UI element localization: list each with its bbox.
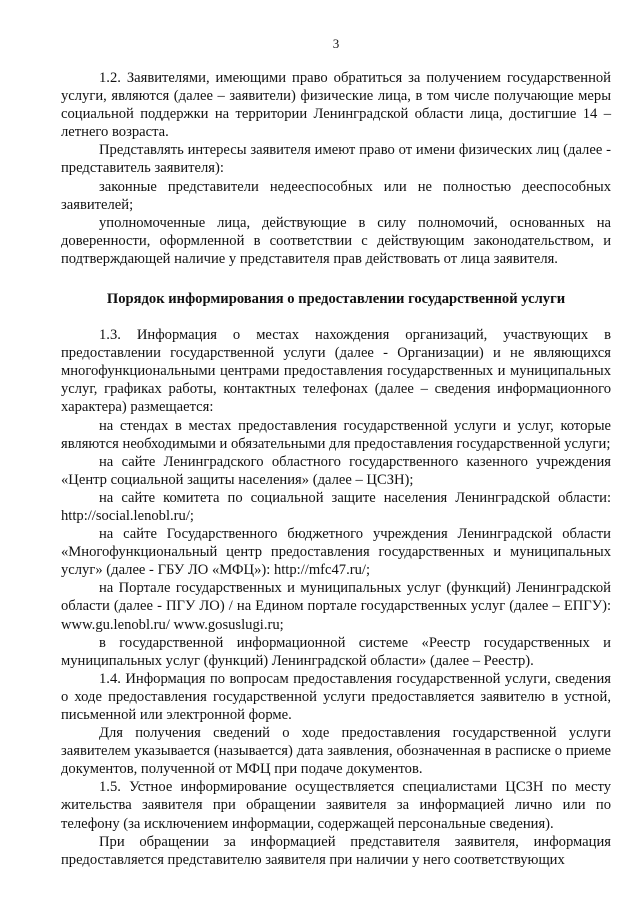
paragraph-1-5: 1.5. Устное информирование осуществляется специалистами ЦСЗН по месту жительства заявителя при обращении заявителя за информацией лично или по телефону (за исключением информации, содержащей персональные сведения). <box>61 779 611 832</box>
paragraph-1-4: 1.4. Информация по вопросам предоставления государственной услуги, сведения о ходе предоставления государственной услуги предоставляется заявителю в устной, письменной или электронной форме. <box>61 670 611 723</box>
paragraph-representative-info: При обращении за информацией представителя заявителя, информация предоставляется представителю заявителя при наличии у него соответствующих <box>61 833 611 868</box>
section-heading: Порядок информирования о предоставлении государственной услуги <box>106 291 566 308</box>
paragraph-committee-site: на сайте комитета по социальной защите населения Ленинградской области: http://social.lenobl.ru/; <box>61 489 611 524</box>
page-number: 3 <box>332 36 340 51</box>
paragraph-status-info: Для получения сведений о ходе предоставления государственной услуги заявителем указывается (называется) дата заявления, обозначенная в расписке о приеме документов, полученной от МФЦ при подаче документов. <box>61 725 611 778</box>
paragraph-mfc-site: на сайте Государственного бюджетного учреждения Ленинградской области «Многофункциональный центр предоставления государственных и муниципальных услуг» (далее - ГБУ ЛО «МФЦ»): http://mfc47.ru/; <box>61 526 611 579</box>
paragraph-legal-representatives: законные представители недееспособных или не полностью дееспособных заявителей; <box>61 178 611 213</box>
paragraph-cszn-site: на сайте Ленинградского областного государственного казенного учреждения «Центр социальной защиты населения» (далее – ЦСЗН); <box>61 453 611 488</box>
paragraph-1-3: 1.3. Информация о местах нахождения организаций, участвующих в предоставлении государственной услуги (далее - Организации) и не являющихся многофункциональными центрами предоставления государственных и муниципальных услуг, графиках работы, контактных телефонах (далее – сведения информационного характера) размещается: <box>61 327 611 416</box>
paragraph-portal: на Портале государственных и муниципальных услуг (функций) Ленинградской области (далее - ПГУ ЛО) / на Едином портале государственных услуг (далее – ЕПГУ): www.gu.lenobl.ru/ www.gosuslugi.ru; <box>61 580 611 633</box>
paragraph-registry: в государственной информационной системе «Реестр государственных и муниципальных услуг (функций) Ленинградской области» (далее – Реестр). <box>61 634 611 669</box>
paragraph-authorized-persons: уполномоченные лица, действующие в силу полномочий, основанных на доверенности, оформленной в соответствии с действующим законодательством, и подтверждающей наличие у представителя прав действовать от лица заявителя. <box>61 214 611 267</box>
paragraph-1-2: 1.2. Заявителями, имеющими право обратиться за получением государственной услуги, являются (далее – заявители) физические лица, в том числе получающие меры социальной поддержки на территории Ленинградской области лица, достигшие 14 – летнего возраста. <box>61 70 611 141</box>
paragraph-stands: на стендах в местах предоставления государственной услуги и услуг, которые являются необходимыми и обязательными для предоставления государственной услуги; <box>61 417 611 452</box>
paragraph-representatives: Представлять интересы заявителя имеют право от имени физических лиц (далее - представитель заявителя): <box>61 142 611 177</box>
